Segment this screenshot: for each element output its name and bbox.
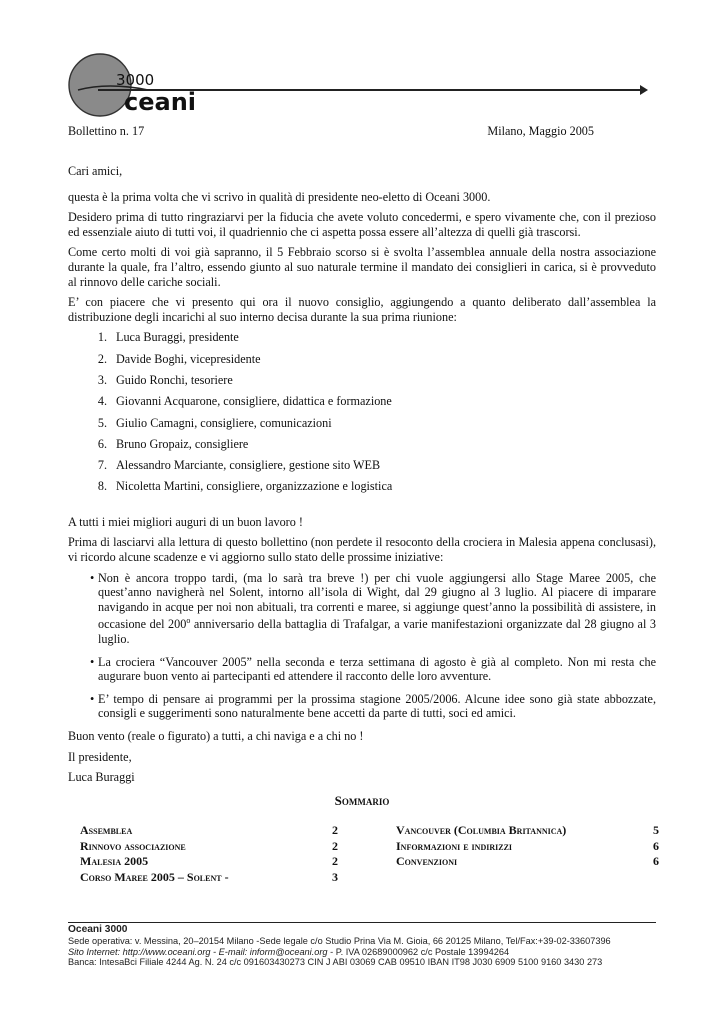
bulletin-date: Milano, Maggio 2005 <box>487 124 594 138</box>
summary-entry[interactable]: Rinnovo associazione <box>80 838 186 853</box>
closing: Il presidente, <box>68 749 132 764</box>
oceani-3000-logo <box>68 52 648 122</box>
list-text: E’ tempo di pensare ai programmi per la prossima stagione 2005/2006. Alcune idee sono già state abbozzate, consigli e suggerimenti sono naturalmente bene accetti da parte di tutti, soci ed amici. <box>98 691 656 721</box>
paragraph-intro: questa è la prima volta che vi scrivo in qualità di presidente neo-eletto di Oceani 3000. <box>68 189 491 204</box>
summary-page: 5 <box>653 823 659 837</box>
list-text: anniversario della battaglia di Trafalgar, a varie manifestazioni organizzate dal 28 giugno al 3 luglio. <box>98 617 657 646</box>
bulletin-number: Bollettino n. 17 <box>68 124 145 138</box>
list-item <box>68 479 656 500</box>
list-text: Luca Buraggi, presidente <box>116 330 239 345</box>
list-item <box>68 330 656 351</box>
list-number: 4. <box>97 394 107 409</box>
bullet-icon: • <box>90 570 95 585</box>
greeting: Cari amici, <box>68 164 123 178</box>
list-text: Guido Ronchi, tesoriere <box>116 372 233 387</box>
footer <box>68 925 668 968</box>
logo-text-oceani: ceani <box>124 88 197 116</box>
summary-left-pages <box>332 823 344 886</box>
list-number: 3. <box>97 372 107 387</box>
list-text: Davide Boghi, vicepresidente <box>116 351 261 366</box>
list-item <box>68 571 656 647</box>
summary-entry[interactable]: Corso Maree 2005 – Solent - <box>80 870 229 885</box>
summary-entry[interactable]: Convenzioni <box>396 854 458 869</box>
summary-left-labels <box>80 823 320 886</box>
footer-org: Oceani 3000 <box>68 924 128 935</box>
list-item <box>68 692 656 721</box>
summary-entry[interactable]: Malesia 2005 <box>80 854 149 869</box>
footer-bank: Banca: IntesaBci Filiale 4244 Ag. N. 24 c/c 091603430273 CIN J ABI 03069 CAB 09510 IBAN IT98 J030 6909 5100 9160 3430 273 <box>68 957 603 968</box>
bullet-icon: • <box>90 654 95 669</box>
list-item <box>68 437 656 458</box>
summary-entry[interactable]: Vancouver (Columbia Britannica) <box>396 823 567 837</box>
bullet-icon: • <box>90 691 95 706</box>
paragraph-wishes: A tutti i miei migliori auguri di un buon lavoro ! <box>68 514 303 529</box>
footer-address: Sede operativa: v. Messina, 20–20154 Milano -Sede legale c/o Studio Prina Via M. Gioia, 66 20125 Milano, Tel/Fax:+39-02-33607396 <box>68 935 611 946</box>
list-number: 2. <box>97 351 107 366</box>
paragraph-farewell: Buon vento (reale o figurato) a tutti, a chi naviga e a chi no ! <box>68 728 364 743</box>
initiatives-list <box>68 571 656 721</box>
summary-right-pages <box>645 823 659 870</box>
logo-text-3000: 3000 <box>116 71 155 89</box>
footer-vat: - P. IVA 02689000962 c/c Postale 13994264 <box>327 946 510 957</box>
council-list <box>68 330 656 500</box>
list-number: 6. <box>97 436 107 451</box>
letter-body <box>68 164 656 791</box>
summary-title: Sommario <box>334 793 390 808</box>
list-text: Giovanni Acquarone, consigliere, didattica e formazione <box>116 394 392 409</box>
list-item <box>68 655 656 684</box>
list-item <box>68 373 656 394</box>
list-number: 7. <box>97 458 107 473</box>
list-text: Non è ancora troppo tardi, (ma lo sarà tra breve !) per chi vuole aggiungersi allo Stage Maree 2005, che quest’anno navigherà nel Solent, intorno all’isola di Wight, dal 29 giugno al 3 luglio. Al piacere di imparare navigando in acque per noi non abituali, tra correnti e maree, si aggiunge quest’anno la possibilità di assistere, in occasione del 200 <box>98 570 656 632</box>
paragraph-council-intro: E’ con piacere che vi presento qui ora il nuovo consiglio, aggiungendo a quanto deliberato dall’assemblea la distribuzione degli incarichi al suo interno decisa durante la sua prima riunione: <box>68 295 656 324</box>
list-number: 5. <box>97 415 107 430</box>
list-item <box>68 352 656 373</box>
summary-entry[interactable]: Assemblea <box>80 823 133 837</box>
summary-page: 6 <box>653 854 659 869</box>
summary-page: 3 <box>332 870 338 885</box>
list-text: Nicoletta Martini, consigliere, organizzazione e logistica <box>116 479 393 494</box>
summary-page: 2 <box>332 838 338 853</box>
paragraph-thanks: Desidero prima di tutto ringraziarvi per la fiducia che avete voluto concedermi, e spero vivamente che, con il prezioso ed essenziale aiuto di tutti voi, il quadriennio che ci aspetta possa essere all’altezza di quelli già trascorsi. <box>68 210 656 239</box>
summary-page: 2 <box>332 854 338 869</box>
paragraph-assembly: Come certo molti di voi già sapranno, il 5 Febbraio scorso si è svolta l’assemblea annuale della nostra associazione durante la quale, fra l’altro, essendo giunto al suo naturale termine il mandato dei consiglieri in carica, si è provveduto al rinnovo delle cariche sociali. <box>68 245 656 289</box>
list-number: 1. <box>97 330 107 345</box>
list-text: Bruno Gropaiz, consigliere <box>116 436 249 451</box>
signature: Luca Buraggi <box>68 770 135 785</box>
summary-page: 6 <box>653 838 659 853</box>
list-item <box>68 458 656 479</box>
footer-contacts <box>68 947 668 958</box>
list-text: La crociera “Vancouver 2005” nella seconda e terza settimana di agosto è già al completo. Non mi resta che augurare buon vento ai partecipanti ed attendere il racconto delle loro avventure. <box>98 654 656 684</box>
summary-entry[interactable]: Informazioni e indirizzi <box>396 838 513 853</box>
list-item <box>68 416 656 437</box>
footer-website[interactable]: Sito Internet: http://www.oceani.org - E-mail: inform@oceani.org <box>68 946 328 957</box>
summary-right-labels <box>396 823 636 870</box>
list-item <box>68 394 656 415</box>
list-text: Giulio Camagni, consigliere, comunicazioni <box>116 415 332 430</box>
footer-divider <box>68 922 656 923</box>
list-number: 8. <box>97 479 107 494</box>
summary-page: 2 <box>332 823 338 837</box>
list-text: Alessandro Marciante, consigliere, gestione sito WEB <box>116 458 381 473</box>
superscript: o <box>186 616 191 626</box>
paragraph-deadlines: Prima di lasciarvi alla lettura di questo bollettino (non perdete il resoconto della crociera in Malesia appena conclusasi), vi ricordo alcune scadenze e vi aggiorno sullo stato delle prossime iniziative: <box>68 535 656 564</box>
